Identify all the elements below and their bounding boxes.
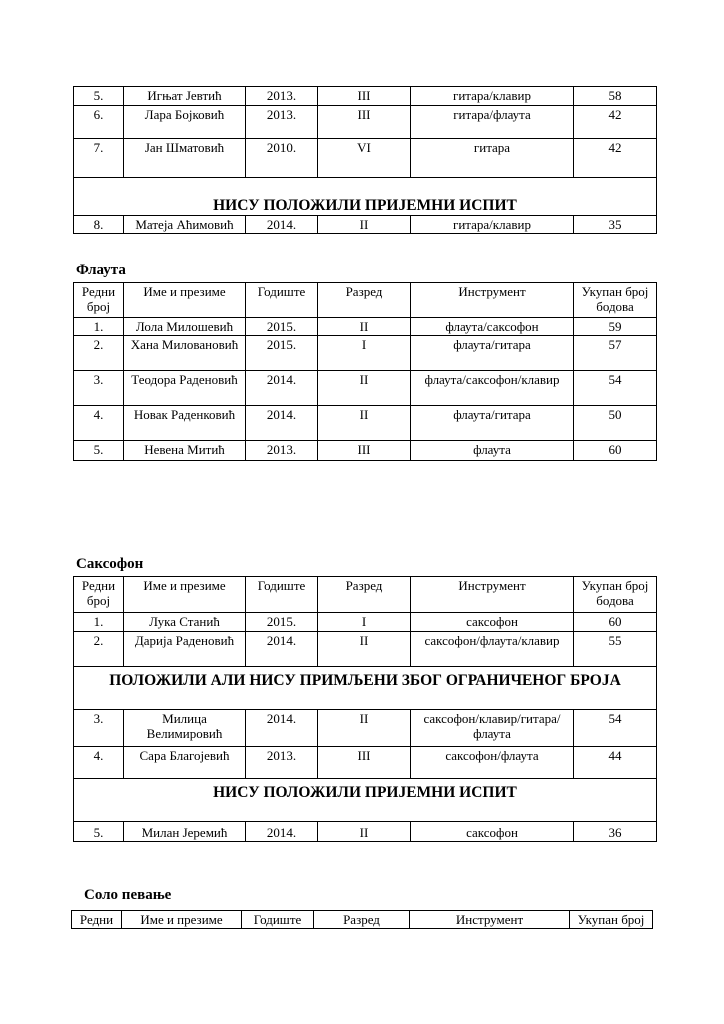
section-title-flute: Флаута bbox=[76, 262, 126, 278]
cell-grade: II bbox=[318, 632, 411, 667]
cell-grade: II bbox=[318, 822, 411, 842]
cell-instrument: саксофон bbox=[411, 613, 574, 632]
cell-year: 2014. bbox=[246, 371, 318, 406]
cell-no: 5. bbox=[74, 822, 124, 842]
cell-no: 1. bbox=[74, 613, 124, 632]
cell-year: 2015. bbox=[246, 318, 318, 336]
header-grade: Разред bbox=[318, 283, 411, 318]
header-points: Укупан број бодова bbox=[574, 577, 657, 613]
cell-no: 3. bbox=[74, 371, 124, 406]
header-points: Укупан број bbox=[570, 911, 653, 929]
cell-year: 2014. bbox=[246, 710, 318, 747]
cell-name: Лола Милошевић bbox=[124, 318, 246, 336]
table-row bbox=[74, 822, 657, 842]
header-grade: Разред bbox=[318, 577, 411, 613]
cell-instrument: гитара/клавир bbox=[411, 216, 574, 234]
header-name: Име и презиме bbox=[124, 283, 246, 318]
cell-points: 42 bbox=[574, 106, 657, 139]
cell-instrument: саксофон/флаута bbox=[411, 747, 574, 779]
header-name: Име и презиме bbox=[122, 911, 242, 929]
cell-name: Милан Јеремић bbox=[124, 822, 246, 842]
table-row bbox=[74, 139, 657, 178]
cell-instrument: саксофон/клавир/гитара/флаута bbox=[411, 710, 574, 747]
cell-grade: II bbox=[318, 216, 411, 234]
cell-points: 42 bbox=[574, 139, 657, 178]
cell-grade: III bbox=[318, 87, 411, 106]
table-row bbox=[74, 613, 657, 632]
cell-points: 60 bbox=[574, 613, 657, 632]
cell-no: 2. bbox=[74, 336, 124, 371]
cell-instrument: флаута/гитара bbox=[411, 406, 574, 441]
header-instrument: Инструмент bbox=[411, 577, 574, 613]
cell-instrument: саксофон bbox=[411, 822, 574, 842]
cell-no: 8. bbox=[74, 216, 124, 234]
cell-no: 2. bbox=[74, 632, 124, 667]
table-row bbox=[74, 406, 657, 441]
table-row bbox=[74, 318, 657, 336]
cell-no: 6. bbox=[74, 106, 124, 139]
cell-name: Теодора Раденовић bbox=[124, 371, 246, 406]
cell-points: 36 bbox=[574, 822, 657, 842]
table-row bbox=[74, 216, 657, 234]
cell-name: Игњат Јевтић bbox=[124, 87, 246, 106]
header-year: Годиште bbox=[246, 283, 318, 318]
table-header-row bbox=[72, 911, 653, 929]
header-name: Име и презиме bbox=[124, 577, 246, 613]
cell-points: 44 bbox=[574, 747, 657, 779]
header-instrument: Инструмент bbox=[411, 283, 574, 318]
table-row bbox=[74, 632, 657, 667]
cell-grade: III bbox=[318, 106, 411, 139]
section-title-solo-singing: Соло певање bbox=[84, 887, 172, 903]
header-no: Редни bbox=[72, 911, 122, 929]
cell-instrument: флаута/саксофон bbox=[411, 318, 574, 336]
cell-name: Милица Велимировић bbox=[124, 710, 246, 747]
flute-table bbox=[73, 282, 657, 461]
cell-year: 2014. bbox=[246, 822, 318, 842]
cell-grade: II bbox=[318, 318, 411, 336]
status-failed-label: НИСУ ПОЛОЖИЛИ ПРИЈЕМНИ ИСПИТ bbox=[74, 178, 657, 216]
cell-points: 55 bbox=[574, 632, 657, 667]
cell-year: 2013. bbox=[246, 441, 318, 461]
cell-name: Лука Станић bbox=[124, 613, 246, 632]
cell-name: Хана Миловановић bbox=[124, 336, 246, 371]
cell-no: 5. bbox=[74, 87, 124, 106]
header-no: Редни број bbox=[74, 577, 124, 613]
cell-no: 3. bbox=[74, 710, 124, 747]
header-instrument: Инструмент bbox=[410, 911, 570, 929]
cell-year: 2015. bbox=[246, 336, 318, 371]
cell-name: Дарија Раденовић bbox=[124, 632, 246, 667]
cell-year: 2013. bbox=[246, 747, 318, 779]
cell-no: 5. bbox=[74, 441, 124, 461]
cell-grade: II bbox=[318, 710, 411, 747]
header-points: Укупан број бодова bbox=[574, 283, 657, 318]
cell-year: 2013. bbox=[246, 106, 318, 139]
cell-points: 57 bbox=[574, 336, 657, 371]
cell-instrument: флаута bbox=[411, 441, 574, 461]
cell-year: 2010. bbox=[246, 139, 318, 178]
cell-points: 60 bbox=[574, 441, 657, 461]
status-limited-label: ПОЛОЖИЛИ АЛИ НИСУ ПРИМЉЕНИ ЗБОГ ОГРАНИЧЕНОГ БРОЈА bbox=[74, 667, 657, 710]
table-row bbox=[74, 441, 657, 461]
cell-points: 58 bbox=[574, 87, 657, 106]
table-row bbox=[74, 87, 657, 106]
solo-singing-table bbox=[71, 910, 653, 929]
table-header-row bbox=[74, 577, 657, 613]
cell-instrument: флаута/саксофон/клавир bbox=[411, 371, 574, 406]
cell-points: 35 bbox=[574, 216, 657, 234]
cell-instrument: саксофон/флаута/клавир bbox=[411, 632, 574, 667]
cell-instrument: гитара/клавир bbox=[411, 87, 574, 106]
table-row-status bbox=[74, 779, 657, 822]
cell-no: 4. bbox=[74, 406, 124, 441]
cell-instrument: гитара/флаута bbox=[411, 106, 574, 139]
table-row bbox=[74, 710, 657, 747]
saxophone-table bbox=[73, 576, 657, 842]
header-no: Редни број bbox=[74, 283, 124, 318]
cell-name: Лара Бојковић bbox=[124, 106, 246, 139]
cell-no: 4. bbox=[74, 747, 124, 779]
cell-name: Сара Благојевић bbox=[124, 747, 246, 779]
cell-points: 54 bbox=[574, 371, 657, 406]
cell-year: 2015. bbox=[246, 613, 318, 632]
table-row bbox=[74, 747, 657, 779]
cell-grade: II bbox=[318, 406, 411, 441]
table-row bbox=[74, 371, 657, 406]
cell-grade: III bbox=[318, 441, 411, 461]
table-row bbox=[74, 106, 657, 139]
header-year: Годиште bbox=[246, 577, 318, 613]
cell-no: 1. bbox=[74, 318, 124, 336]
cell-instrument: гитара bbox=[411, 139, 574, 178]
cell-grade: I bbox=[318, 613, 411, 632]
cell-instrument: флаута/гитара bbox=[411, 336, 574, 371]
table-row bbox=[74, 336, 657, 371]
guitar-table bbox=[73, 86, 657, 234]
table-header-row bbox=[74, 283, 657, 318]
cell-no: 7. bbox=[74, 139, 124, 178]
cell-year: 2014. bbox=[246, 216, 318, 234]
cell-points: 59 bbox=[574, 318, 657, 336]
cell-year: 2014. bbox=[246, 632, 318, 667]
cell-year: 2014. bbox=[246, 406, 318, 441]
cell-name: Новак Раденковић bbox=[124, 406, 246, 441]
cell-name: Невена Митић bbox=[124, 441, 246, 461]
cell-name: Матеја Аћимовић bbox=[124, 216, 246, 234]
table-row-status bbox=[74, 178, 657, 216]
cell-grade: VI bbox=[318, 139, 411, 178]
section-title-saxophone: Саксофон bbox=[76, 556, 144, 572]
table-row-status bbox=[74, 667, 657, 710]
cell-grade: I bbox=[318, 336, 411, 371]
status-failed-label: НИСУ ПОЛОЖИЛИ ПРИЈЕМНИ ИСПИТ bbox=[74, 779, 657, 822]
cell-grade: III bbox=[318, 747, 411, 779]
cell-points: 50 bbox=[574, 406, 657, 441]
header-year: Годиште bbox=[242, 911, 314, 929]
cell-points: 54 bbox=[574, 710, 657, 747]
header-grade: Разред bbox=[314, 911, 410, 929]
cell-year: 2013. bbox=[246, 87, 318, 106]
cell-name: Јан Шматовић bbox=[124, 139, 246, 178]
cell-grade: II bbox=[318, 371, 411, 406]
